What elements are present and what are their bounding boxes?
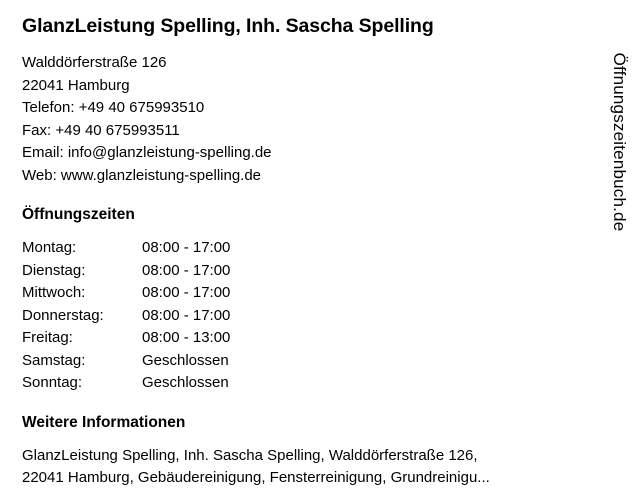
fax-line: Fax: +49 40 675993511 [22,121,180,139]
address-block [22,52,612,187]
opening-hours-heading: Öffnungszeiten [22,206,135,223]
hours-time: Geschlossen [142,374,229,391]
table-row [22,350,230,373]
hours-time: 08:00 - 13:00 [142,329,231,346]
email-line: Email: info@glanzleistung-spelling.de [22,144,272,161]
more-information-line-2: 22041 Hamburg, Gebäudereinigung, Fensterreinigung, Grundreinigu... [22,469,490,486]
hours-day: Montag: [22,239,77,256]
hours-day: Dienstag: [22,261,86,279]
hours-day: Donnerstag: [22,306,104,324]
table-row [22,237,230,260]
hours-day: Freitag: [22,329,73,346]
website-line: Web: www.glanzleistung-spelling.de [22,166,262,184]
hours-time: 08:00 - 17:00 [142,284,231,301]
more-information-line-1: GlanzLeistung Spelling, Inh. Sascha Spelling, Walddörferstraße 126, [22,446,478,464]
hours-time: 08:00 - 17:00 [142,261,231,279]
more-information-heading: Weitere Informationen [22,413,186,431]
more-information-text [22,445,614,490]
page-title: GlanzLeistung Spelling, Inh. Sascha Spelling [22,15,434,37]
site-brand-vertical [602,0,636,480]
table-row [22,372,230,395]
site-brand-label: Öffnungszeitenbuch.de [610,52,629,232]
table-row [22,260,230,283]
hours-day: Mittwoch: [22,284,86,301]
phone-line: Telefon: +49 40 675993510 [22,99,205,116]
table-row [22,282,230,305]
hours-day: Samstag: [22,351,86,369]
table-row [22,305,230,328]
hours-time: 08:00 - 17:00 [142,239,231,256]
opening-hours-table [22,237,230,395]
card-content [22,14,612,490]
hours-time: Geschlossen [142,351,229,369]
address-street: Walddörferstraße 126 [22,54,167,71]
table-row [22,327,230,350]
hours-day: Sonntag: [22,374,83,391]
hours-time: 08:00 - 17:00 [142,306,231,324]
address-city: 22041 Hamburg [22,76,130,94]
